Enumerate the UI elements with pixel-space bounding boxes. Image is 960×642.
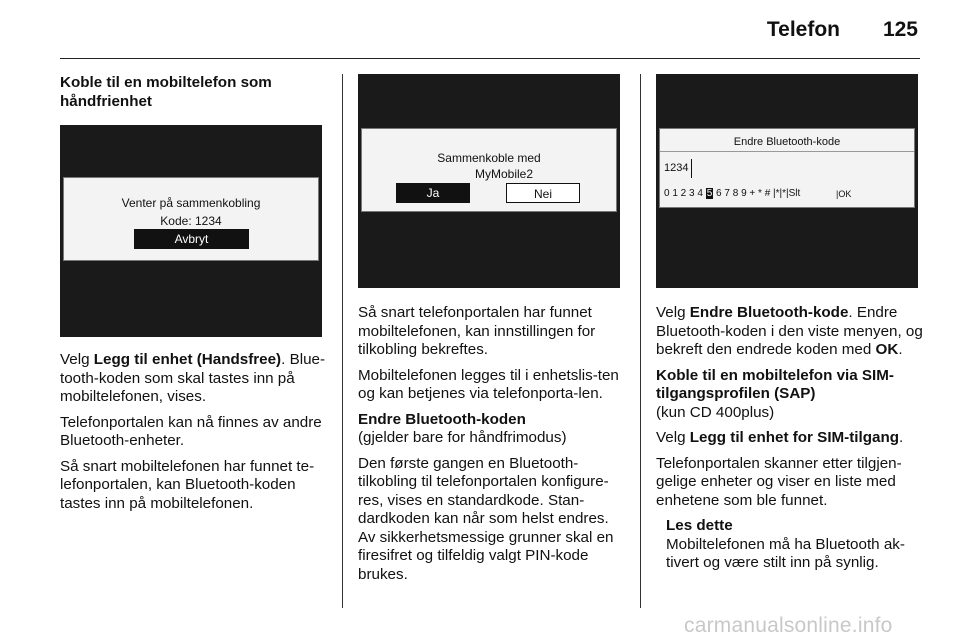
no-button[interactable]: Nei <box>506 183 580 203</box>
heading-sim-access: Koble til en mobiltelefon via SIM-tilgangsprofilen (SAP) <box>656 366 894 402</box>
paragraph-confirm-connection: Så snart telefonportalen har funnet mobiltelefonen, kan innstillingen for tilkobling bekreftes. <box>358 304 596 358</box>
note-title: Les dette <box>666 517 733 534</box>
paragraph-scan-devices: Telefonportalen skanner etter tilgjen-gelige enheter og viser en liste med enhetene som ble funnet. <box>656 454 902 509</box>
column-divider-1 <box>342 74 343 608</box>
screen-divider <box>660 151 914 152</box>
cancel-button[interactable]: Avbryt <box>134 229 249 249</box>
paragraph-change-code: Velg Endre Bluetooth-kode. Endre Bluetooth-koden i den viste menyen, og bekreft den endrede koden med OK. <box>656 304 923 358</box>
paragraph-portal-visible: Telefonportalen kan nå finnes av andre Bluetooth-enheter. <box>60 413 322 449</box>
paragraph-select-add-device: Velg Legg til enhet (Handsfree). Blue-tooth-koden som skal tastes inn på mobiltelefonen, vises. <box>60 351 326 405</box>
screen-waiting-pairing <box>63 177 319 261</box>
figure-change-bt-code <box>656 74 918 288</box>
paragraph-enter-code: Så snart mobiltelefonen har funnet te-lefonportalen, kan Bluetooth-koden tastes inn på mobiltelefonen. <box>60 457 315 512</box>
digit-key-selected[interactable]: 5 <box>706 188 713 199</box>
column-1 <box>60 74 328 520</box>
heading-change-bt-code: Endre Bluetooth-koden <box>358 410 526 428</box>
header-rule <box>60 58 920 59</box>
ok-button[interactable]: |OK <box>836 189 852 199</box>
digit-keyboard[interactable]: 0 1 2 3 4 5 6 7 8 9 + * # |*|*|Slt <box>664 188 801 199</box>
screen-pair-with <box>361 128 617 212</box>
subheading-handsfree-only: (gjelder bare for håndfrimodus) <box>358 429 567 446</box>
note-text: Mobiltelefonen må ha Bluetooth ak-tivert og være stilt inn på synlig. <box>666 535 905 571</box>
note-box <box>656 517 924 573</box>
page-header <box>0 18 918 48</box>
screen-line-code: Kode: 1234 <box>160 214 222 228</box>
column-3 <box>656 74 924 573</box>
screen-line-pair-with: Sammenkoble med <box>437 151 541 165</box>
watermark: carmanualsonline.info <box>684 614 893 637</box>
figure-pair-with <box>358 74 620 288</box>
code-input-field[interactable]: 1234 <box>664 159 692 178</box>
screen-line-device-name: MyMobile2 <box>474 167 534 181</box>
screen-title-change-code: Endre Bluetooth-kode <box>733 136 841 148</box>
column-2 <box>358 74 626 591</box>
section-title: Telefon <box>766 18 840 41</box>
screen-line-waiting: Venter på sammenkobling <box>121 196 261 210</box>
page-number: 125 <box>882 18 918 41</box>
yes-button[interactable]: Ja <box>396 183 470 203</box>
screen-change-bt-code <box>659 128 915 208</box>
column-divider-2 <box>640 74 641 608</box>
paragraph-select-sim-access: Velg Legg til enhet for SIM-tilgang. <box>656 429 904 446</box>
subheading-cd400plus: (kun CD 400plus) <box>656 403 775 421</box>
paragraph-device-list: Mobiltelefonen legges til i enhetslis-ten og kan betjenes via telefonporta-len. <box>358 366 619 402</box>
paragraph-default-code: Den første gangen en Bluetooth-tilkobling til telefonportalen konfigure-res, vises en standardkode. Stan-dardkoden kan når som helst endres. Av sikkerhetsmessige grunner skal en firesifret og tilfeldig valgt PIN-kode brukes. <box>358 454 614 583</box>
heading-pair-handsfree: Koble til en mobiltelefon som håndfrienhet <box>60 74 272 110</box>
figure-waiting-pairing <box>60 125 322 337</box>
